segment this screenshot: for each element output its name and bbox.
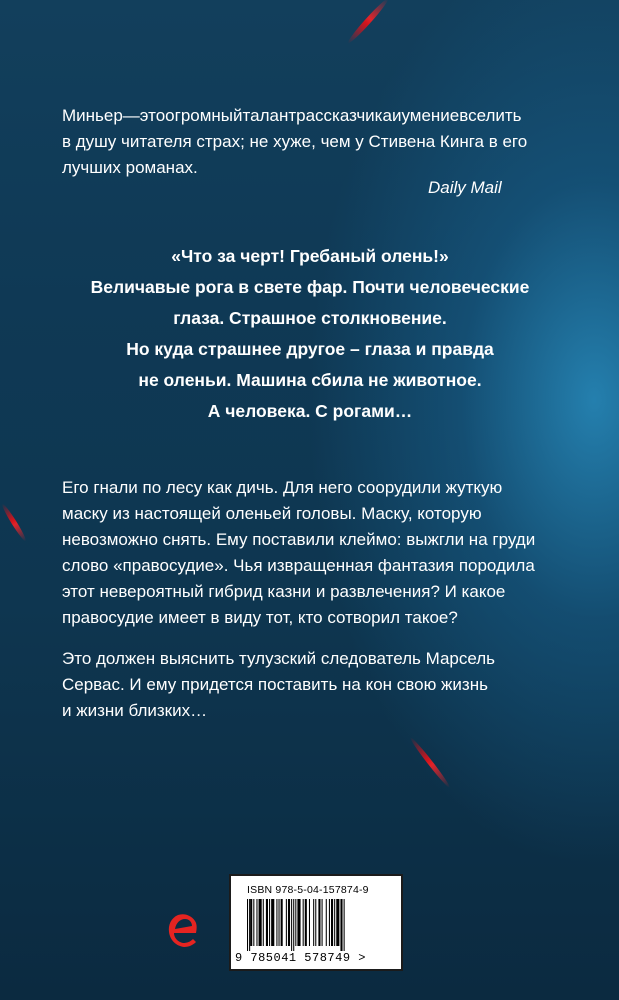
barcode-bar (303, 899, 304, 946)
barcode-bar (297, 899, 300, 946)
eksmo-e-logo-icon (166, 911, 200, 951)
description-line: этот невероятный гибрид казни и развлечения? И какое (62, 582, 506, 601)
barcode-bar (249, 899, 250, 951)
red-slash-decoration (346, 0, 391, 45)
barcode-bar (309, 899, 310, 946)
barcode-bar (326, 899, 327, 946)
barcode-bar (315, 899, 316, 946)
review-quote (62, 103, 582, 181)
teaser-line: А человека. С рогами… (207, 401, 413, 421)
review-quote-line: в душу читателя страх; не хуже, чем у Стивена Кинга в его (62, 132, 528, 151)
description-line: и жизни близких… (62, 701, 208, 720)
teaser-line: Но куда страшнее другое – глаза и правда (126, 339, 494, 359)
description-line: невозможно снять. Ему поставили клеймо: выжгли на груди (62, 530, 536, 549)
description-line: маску из настоящей оленьей головы. Маску, которую (62, 504, 482, 523)
barcode-bar (288, 899, 290, 946)
barcode-bar (247, 899, 248, 951)
barcode-bar (263, 899, 264, 946)
barcode-bar (281, 899, 283, 946)
barcode-bar (271, 899, 274, 946)
barcode-bar (256, 899, 257, 946)
barcode-bar (322, 899, 323, 946)
barcode-bar (340, 899, 342, 951)
review-source: Daily Mail (428, 178, 502, 197)
barcode-bar (318, 899, 320, 946)
teaser-line: Величавые рога в свете фар. Почти человеческие (90, 277, 530, 297)
barcode-bar (331, 899, 333, 946)
barcode-bar (295, 899, 296, 946)
barcode-bar (266, 899, 268, 946)
barcode-bar (329, 899, 330, 946)
barcode-bar (313, 899, 314, 946)
barcode-bars (247, 899, 387, 951)
barcode-bar (286, 899, 287, 946)
red-slash-decoration (408, 736, 451, 790)
description-line: слово «правосудие». Чья извращенная фантазия породила (62, 556, 535, 575)
barcode-bar (253, 899, 254, 946)
barcode-bar (279, 899, 280, 946)
barcode-bar (336, 899, 339, 946)
barcode-bar (250, 899, 252, 946)
barcode-bar (276, 899, 277, 946)
barcode-bar (305, 899, 307, 946)
barcode-bar (293, 899, 294, 951)
description-line: правосудие имеет в виду тот, кто сотворил такое? (62, 608, 458, 627)
review-quote-line: лучших романах. (62, 158, 198, 177)
barcode-bar (344, 899, 345, 951)
description-line: Сервас. И ему придется поставить на кон свою жизнь (62, 675, 488, 694)
teaser-line: не оленьи. Машина сбила не животное. (138, 370, 482, 390)
teaser-text (40, 241, 580, 427)
isbn-barcode (229, 874, 403, 971)
barcode-digits: 9 785041 578749 > (235, 951, 366, 965)
barcode-bar (269, 899, 270, 946)
barcode-bar (259, 899, 262, 946)
description-line: Это должен выяснить тулузский следователь Марсель (62, 649, 496, 668)
isbn-label: ISBN 978-5-04-157874-9 (247, 884, 369, 896)
review-quote-line: Миньер—этоогромныйталантрассказчикаиумениевселить (62, 106, 522, 125)
description-paragraph (62, 475, 592, 631)
red-slash-decoration (0, 503, 28, 543)
barcode-bar (291, 899, 292, 951)
barcode-bar (334, 899, 335, 946)
teaser-line: «Что за черт! Гребаный олень!» (171, 246, 449, 266)
teaser-line: глаза. Страшное столкновение. (173, 308, 447, 328)
description-paragraph (62, 646, 592, 724)
description-line: Его гнали по лесу как дичь. Для него соорудили жуткую (62, 478, 503, 497)
